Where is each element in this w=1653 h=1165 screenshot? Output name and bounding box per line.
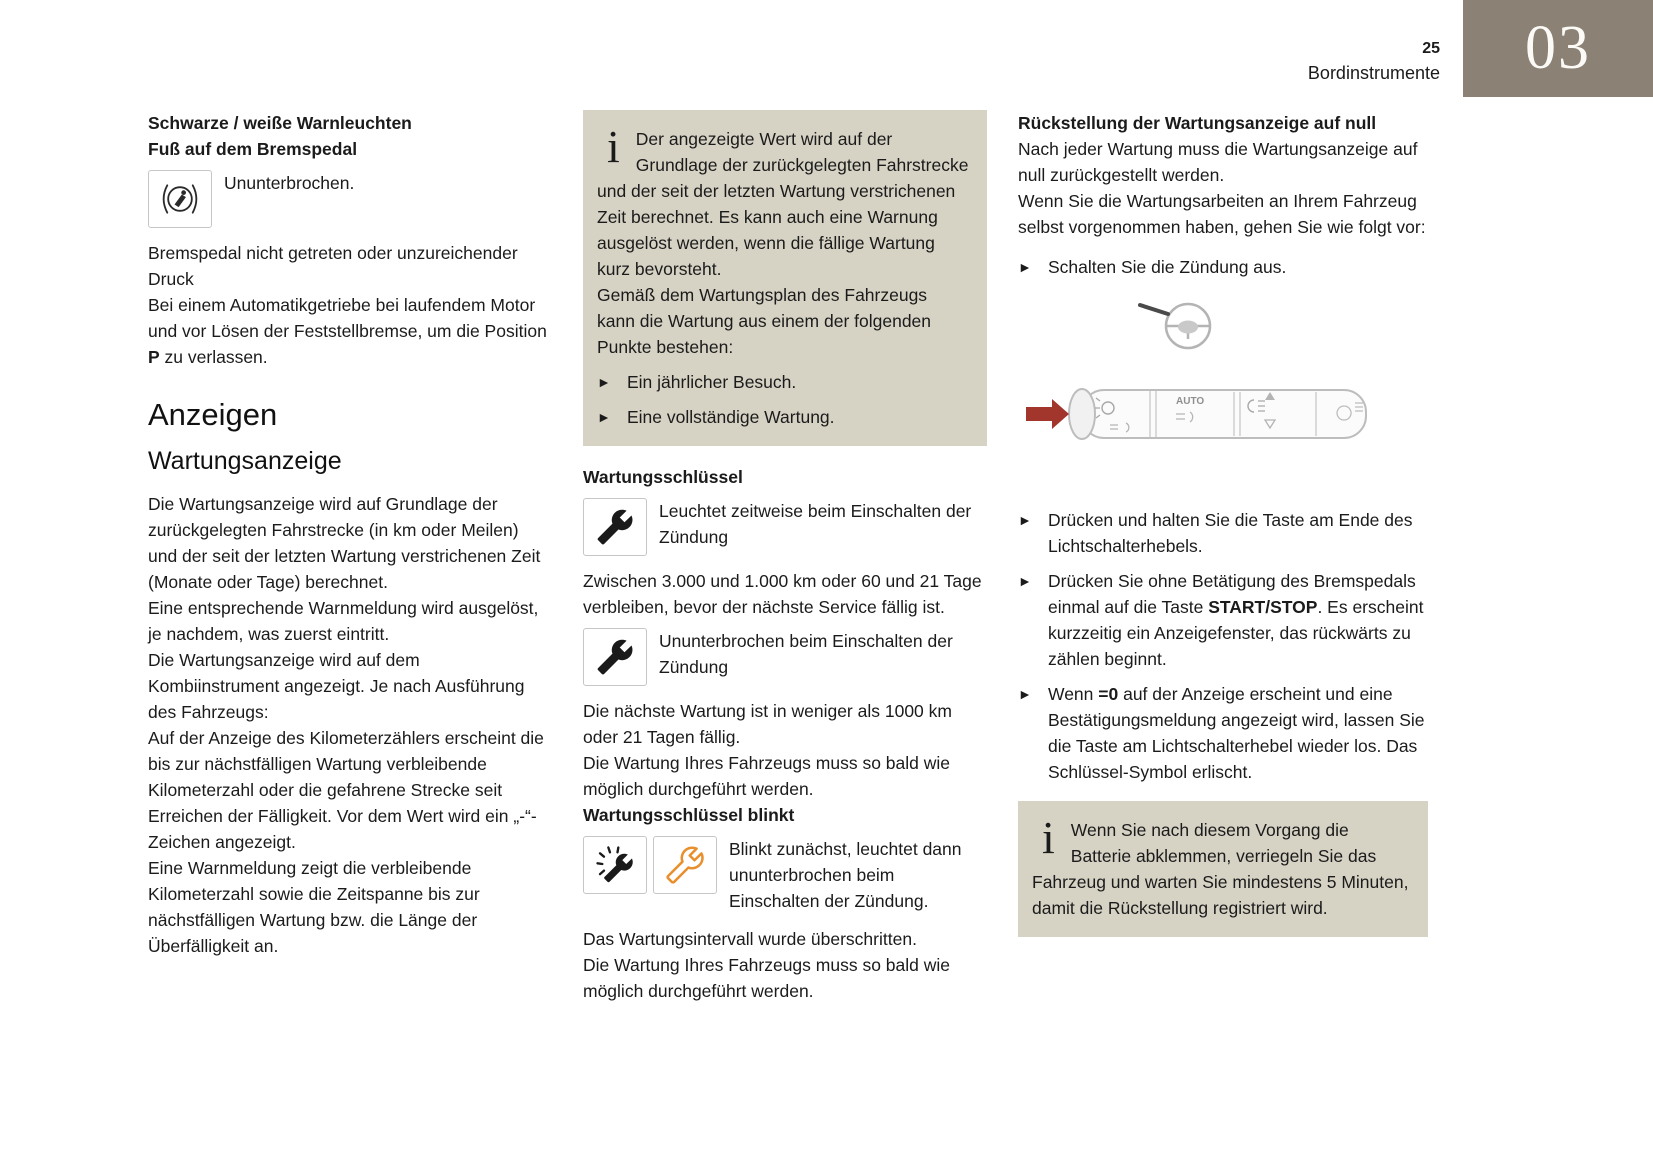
brake-pedal-icon-row <box>148 170 552 228</box>
info-icon: i <box>607 121 620 172</box>
reset-paragraph-2: Wenn Sie die Wartungsarbeiten an Ihrem Fahrzeug selbst vorgenommen haben, gehen Sie wie folgt vor: <box>1018 191 1426 237</box>
bullet-arrow-icon: ► <box>1018 259 1032 275</box>
service-key-blinking-caption: Blinkt zunächst, leuchtet dann ununterbrochen beim Einschalten der Zündung. <box>729 839 962 911</box>
stalk-auto-label: AUTO <box>1176 396 1205 407</box>
reset-paragraph-1: Nach jeder Wartung muss die Wartungsanzeige auf null zurückgestellt werden. <box>1018 139 1418 185</box>
info-box-maintenance <box>583 110 987 446</box>
bullet-arrow-icon: ► <box>1018 573 1032 589</box>
service-key-paragraph-2: Die nächste Wartung ist in weniger als 1000 km oder 21 Tagen fällig. <box>583 701 952 747</box>
brake-paragraph-1: Bremspedal nicht getreten oder unzureichender Druck <box>148 243 518 289</box>
service-wrench-blinking-icon <box>583 836 647 894</box>
info-box-paragraph: Gemäß dem Wartungsplan des Fahrzeugs kann die Wartung aus einem der folgenden Punkte bestehen: <box>597 285 932 357</box>
list-item: ► Drücken Sie ohne Betätigung des Bremspedals einmal auf die Taste START/STOP. Es erscheint kurzzeitig ein Anzeigefenster, das rückwärts zu zählen beginnt. <box>1018 568 1428 672</box>
list-item: ► Drücken und halten Sie die Taste am Ende des Lichtschalterhebels. <box>1018 507 1428 559</box>
bullet-arrow-icon: ► <box>597 409 611 425</box>
service-key-blinking-paragraph-1: Das Wartungsintervall wurde überschritten. <box>583 929 917 949</box>
red-arrow-icon <box>1026 399 1069 429</box>
warning-lights-heading-line2: Fuß auf dem Bremspedal <box>148 139 358 159</box>
page-number: 25 <box>1422 40 1440 57</box>
maintenance-paragraph: Die Wartungsanzeige wird auf Grundlage der zurückgelegten Fahrstrecke (in km oder Meilen) und der seit der letzten Wartung verstrichenen Zeit (Monate oder Tage) berechnet. <box>148 494 541 593</box>
service-key-paragraph-3: Die Wartung Ihres Fahrzeugs muss so bald wie möglich durchgeführt werden. <box>583 753 951 799</box>
steering-wheel-icon <box>1140 304 1210 348</box>
light-stalk-illustration <box>1018 296 1398 493</box>
service-key-blinking-paragraph-2: Die Wartung Ihres Fahrzeugs muss so bald wie möglich durchgeführt werden. <box>583 955 951 1001</box>
bullet-arrow-icon: ► <box>597 374 611 390</box>
service-key-caption-2: Ununterbrochen beim Einschalten der Zündung <box>659 631 953 677</box>
service-wrench-icon <box>583 498 647 556</box>
list-item: ► Ein jährlicher Besuch. <box>597 369 969 395</box>
section-title: Anzeigen <box>148 397 278 432</box>
maintenance-paragraph: Eine entsprechende Warnmeldung wird ausgelöst, je nachdem, was zuerst eintritt. <box>148 598 539 645</box>
service-key-heading: Wartungsschlüssel <box>583 467 743 487</box>
service-wrench-icon <box>583 628 647 686</box>
brake-pedal-warning-icon <box>148 170 212 228</box>
chapter-tab <box>1463 0 1653 97</box>
service-key-icon-row-2 <box>583 628 987 686</box>
info-icon: i <box>1042 812 1055 863</box>
light-switch-stalk <box>1069 389 1366 439</box>
bullet-arrow-icon: ► <box>1018 512 1032 528</box>
service-wrench-orange-icon <box>653 836 717 894</box>
list-item: ► Wenn =0 auf der Anzeige erscheint und eine Bestätigungsmeldung angezeigt wird, lassen Sie die Taste am Lichtschalterhebel wieder los. Das Schlüssel-Symbol erlischt. <box>1018 681 1428 785</box>
maintenance-paragraph: Eine Warnmeldung zeigt die verbleibende Kilometerzahl sowie die Zeitspanne bis zur nächstfälligen Wartung bzw. die Länge der Überfälligkeit an. <box>148 858 480 957</box>
service-key-blinking-icon-row <box>583 836 987 914</box>
warning-lights-heading-line1: Schwarze / weiße Warnleuchten <box>148 113 412 133</box>
subsection-title: Wartungsanzeige <box>148 446 342 475</box>
reset-heading: Rückstellung der Wartungsanzeige auf null <box>1018 113 1377 133</box>
page-header <box>1308 40 1440 84</box>
maintenance-paragraph: Die Wartungsanzeige wird auf dem Kombiinstrument angezeigt. Je nach Ausführung des Fahrzeugs: <box>148 650 525 723</box>
brake-paragraph-2: Bei einem Automatikgetriebe bei laufendem Motor und vor Lösen der Feststellbremse, um die Position P zu verlassen. <box>148 295 547 367</box>
bullet-arrow-icon: ► <box>1018 686 1032 702</box>
service-key-caption-1: Leuchtet zeitweise beim Einschalten der Zündung <box>659 501 972 547</box>
service-key-icon-row-1 <box>583 498 987 556</box>
info-box-paragraph: i Der angezeigte Wert wird auf der Grundlage der zurückgelegten Fahrstrecke und der seit der letzten Wartung verstrichenen Zeit berechnet. Es kann auch eine Warnung ausgelöst werden, wenn die fällige Wartung kurz bevorsteht. <box>597 121 969 279</box>
service-key-paragraph-1: Zwischen 3.000 und 1.000 km oder 60 und 21 Tage verbleiben, bevor der nächste Service fällig ist. <box>583 571 982 617</box>
chapter-title: Bordinstrumente <box>1307 63 1440 83</box>
right-column <box>1018 110 1428 937</box>
info-box-paragraph: i Wenn Sie nach diesem Vorgang die Batterie abklemmen, verriegeln Sie das Fahrzeug und warten Sie mindestens 5 Minuten, damit die Rückstellung registriert wird. <box>1032 812 1409 918</box>
chapter-number: 03 <box>1525 14 1591 82</box>
maintenance-paragraph: Auf der Anzeige des Kilometerzählers erscheint die bis zur nächstfälligen Wartung verbleibende Kilometerzahl oder die gefahrene Strecke seit Erreichen der Fälligkeit. Vor dem Wert wird ein „-“-Zeichen angezeigt. <box>148 728 544 853</box>
left-column <box>148 110 552 959</box>
service-key-blinking-heading: Wartungsschlüssel blinkt <box>583 805 795 825</box>
brake-icon-caption: Ununterbrochen. <box>224 173 355 193</box>
list-item: ► Schalten Sie die Zündung aus. <box>1018 254 1428 280</box>
info-box-battery <box>1018 801 1428 937</box>
middle-column <box>583 110 987 1004</box>
list-item: ► Eine vollständige Wartung. <box>597 404 969 430</box>
